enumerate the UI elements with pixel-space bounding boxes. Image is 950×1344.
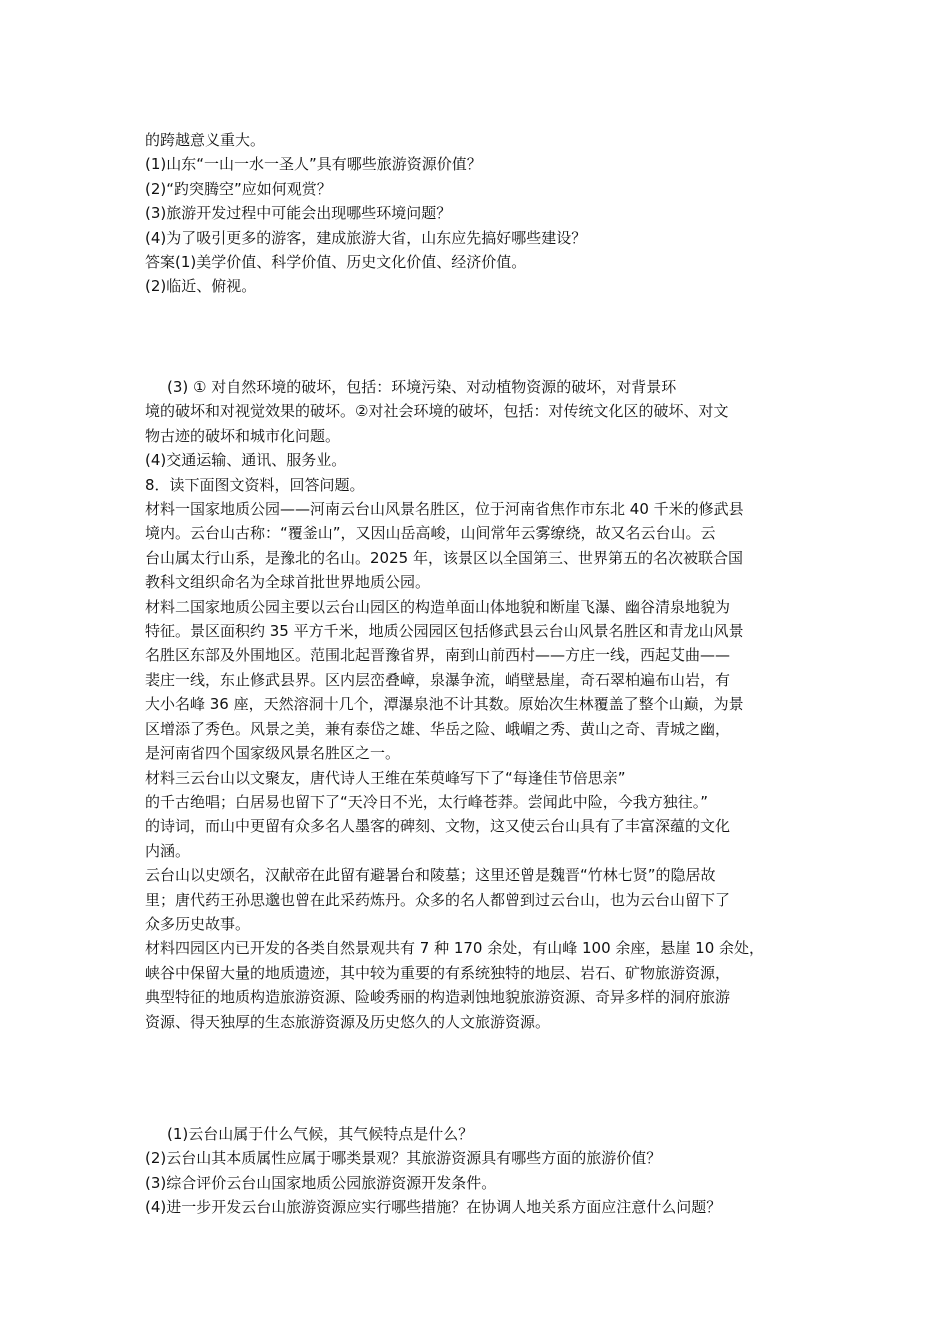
text-line: 区增添了秀色。风景之美，兼有泰岱之雄、华岳之险、峨嵋之秀、黄山之奇、青城之幽， (145, 719, 731, 738)
text-line: 裴庄一线，东止修武县界。区内层峦叠嶂，泉瀑争流，峭壁悬崖，奇石翠柏遍布山岩，有 (145, 670, 731, 689)
text-line: 材料四园区内已开发的各类自然景观共有 7 种 170 余处，有山峰 100 余座，悬崖 10 余处， (145, 939, 765, 958)
text-line: (2)临近、俯视。 (145, 277, 257, 296)
text-line: (4)进一步开发云台山旅游资源应实行哪些措施？在协调人地关系方面应注意什么问题？ (145, 1198, 722, 1217)
text-line: 资源、得天独厚的生态旅游资源及历史悠久的人文旅游资源。 (145, 1012, 551, 1031)
text-line: 的诗词，而山中更留有众多名人墨客的碑刻、文物，这又使云台山具有了丰富深蕴的文化 (145, 817, 731, 836)
text-line: (1)云台山属于什么气候，其气候特点是什么？ (167, 1125, 474, 1143)
text-line: (4)为了吸引更多的游客，建成旅游大省，山东应先搞好哪些建设？ (145, 228, 587, 247)
text-line: 的跨越意义重大。 (145, 131, 266, 149)
text-line: 大小名峰 36 座，天然溶洞十几个，潭瀑泉池不计其数。原始次生林覆盖了整个山巅，为景 (145, 695, 744, 714)
text-line: 里；唐代药王孙思邈也曾在此采药炼丹。众多的名人都曾到过云台山，也为云台山留下了 (145, 890, 731, 909)
text-line: 材料二国家地质公园主要以云台山园区的构造单面山体地貌和断崖飞瀑、幽谷清泉地貌为 (145, 597, 731, 616)
text-line: 境内。云台山古称：“覆釜山”，又因山岳高峻，山间常年云雾缭绕，故又名云台山。云 (145, 524, 716, 543)
text-line: (2)“趵突腾空”应如何观赏？ (145, 179, 332, 198)
text-line: 云台山以史颂名，汉献帝在此留有避暑台和陵墓；这里还曾是魏晋“竹林七贤”的隐居故 (145, 866, 716, 885)
text-line: 众多历史故事。 (145, 914, 251, 933)
text-line: 名胜区东部及外围地区。范围北起晋豫省界，南到山前西村——方庄一线，西起艾曲—— (145, 646, 731, 665)
text-line: 内涵。 (145, 841, 191, 860)
text-line: 是河南省四个国家级风景名胜区之一。 (145, 744, 401, 763)
text-line: (4)交通运输、通讯、服务业。 (145, 451, 347, 470)
text-line: (1)山东“一山一水一圣人”具有哪些旅游资源价值？ (145, 155, 482, 174)
text-line: 特征。景区面积约 35 平方千米，地质公园园区包括修武县云台山风景名胜区和青龙山风景 (145, 622, 744, 641)
text-line: 台山属太行山系，是豫北的名山。2025 年，该景区以全国第三、世界第五的名次被联合国 (145, 548, 743, 567)
text-line: 典型特征的地质构造旅游资源、险峻秀丽的构造剥蚀地貌旅游资源、奇异多样的洞府旅游 (145, 988, 731, 1007)
text-block-answers-part1 (145, 128, 810, 299)
text-line: 物古迹的破坏和城市化问题。 (145, 426, 341, 445)
text-line: 教科文组织命名为全球首批世界地质公园。 (145, 573, 431, 592)
text-line: 答案(1)美学价值、科学价值、历史文化价值、经济价值。 (145, 253, 527, 272)
text-block-question-8 (145, 375, 810, 1034)
text-line: 的千古绝唱；白居易也留下了“天冷日不光，太行峰苍莽。尝闻此中险，今我方独往。” (145, 792, 709, 811)
text-line: 峡谷中保留大量的地质遗迹，其中较为重要的有系统独特的地层、岩石、矿物旅游资源， (145, 963, 731, 982)
text-line: (3)综合评价云台山国家地质公园旅游资源开发条件。 (145, 1173, 497, 1192)
text-line: (3)旅游开发过程中可能会出现哪些环境问题？ (145, 204, 452, 223)
text-line: 境的破坏和对视觉效果的破坏。②对社会环境的破坏，包括：对传统文化区的破坏、对文 (145, 402, 729, 421)
text-line: 材料一国家地质公园——河南云台山风景名胜区，位于河南省焦作市东北 40 千米的修武县 (145, 500, 744, 519)
text-block-question-8-subquestions (145, 1122, 810, 1220)
text-line: 材料三云台山以文聚友，唐代诗人王维在茱萸峰写下了“每逢佳节倍思亲” (145, 768, 626, 787)
text-line: 8．读下面图文资料，回答问题。 (145, 475, 365, 494)
text-line: (2)云台山其本质属性应属于哪类景观？其旅游资源具有哪些方面的旅游价值？ (145, 1149, 662, 1168)
text-line: (3) ① 对自然环境的破坏，包括：环境污染、对动植物资源的破坏，对背景环 (167, 378, 677, 396)
